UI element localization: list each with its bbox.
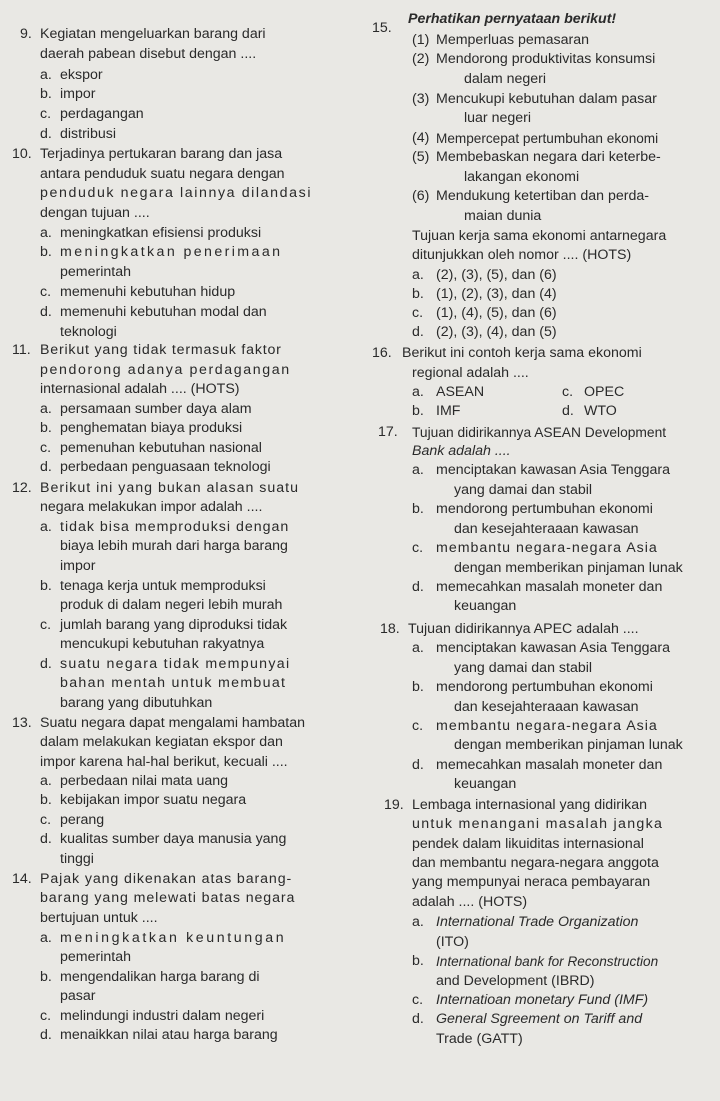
question-text: Tujuan didirikannya ASEAN Development xyxy=(412,425,667,440)
question-number: 16. xyxy=(372,345,392,361)
question-text: Kegiatan mengeluarkan barang dari xyxy=(40,26,266,42)
option-text: meningkatkan keuntungan xyxy=(60,930,287,946)
question-text: daerah pabean disebut dengan .... xyxy=(40,46,257,62)
option-text: jumlah barang yang diproduksi tidak xyxy=(60,617,288,633)
question-text: impor karena hal-hal berikut, kecuali .... xyxy=(40,754,288,770)
option-text: meningkatkan efisiensi produksi xyxy=(60,225,262,241)
option-text: dengan memberikan pinjaman lunak xyxy=(454,560,683,576)
option-text: persamaan sumber daya alam xyxy=(60,401,252,417)
option-letter: c. xyxy=(40,1008,52,1024)
option-text: distribusi xyxy=(60,126,116,142)
option-text: pasar xyxy=(60,988,96,1004)
question-text: Tujuan kerja sama ekonomi antarnegara xyxy=(412,228,667,244)
question-text: Suatu negara dapat mengalami hambatan xyxy=(40,715,306,731)
question-text: untuk menangani masalah jangka xyxy=(412,816,664,832)
option-letter: b. xyxy=(412,286,424,302)
option-text: General Sgreement on Tariff and xyxy=(436,1011,643,1027)
option-text: biaya lebih murah dari harga barang xyxy=(60,538,288,554)
option-text: keuangan xyxy=(454,776,517,792)
question-text: regional adalah .... xyxy=(412,365,529,381)
question-text: adalah .... (HOTS) xyxy=(412,894,528,910)
question-text: dan membantu negara-negara anggota xyxy=(412,855,659,871)
option-text: International Trade Organization xyxy=(436,914,639,930)
question-number: 13. xyxy=(12,715,32,731)
option-text: memenuhi kebutuhan hidup xyxy=(60,284,236,300)
question-number: 15. xyxy=(372,20,392,36)
option-letter: b. xyxy=(40,792,52,808)
statement-text: maian dunia xyxy=(464,208,542,224)
statement-text: Membebaskan negara dari keterbe- xyxy=(436,149,661,165)
question-text: pendek dalam likuiditas internasional xyxy=(412,836,644,852)
option-letter: a. xyxy=(412,914,424,930)
statement-number: (3) xyxy=(412,91,430,107)
option-letter: b. xyxy=(412,403,424,419)
question-number: 12. xyxy=(12,480,32,496)
question-text: Pajak yang dikenakan atas barang- xyxy=(40,871,293,887)
option-letter: d. xyxy=(412,579,424,595)
question-text: dalam melakukan kegiatan ekspor dan xyxy=(40,734,283,750)
option-letter: a. xyxy=(40,225,52,241)
option-letter: c. xyxy=(562,384,574,400)
option-text: dan kesejahteraaan kawasan xyxy=(454,699,639,715)
question-text: internasional adalah .... (HOTS) xyxy=(40,381,240,397)
question-text: antara penduduk suatu negara dengan xyxy=(40,166,285,182)
statement-text: Memperluas pemasaran xyxy=(436,32,589,48)
statement-text: dalam negeri xyxy=(464,71,547,87)
option-text: teknologi xyxy=(60,324,117,340)
option-text: mendorong pertumbuhan ekonomi xyxy=(436,501,653,517)
option-letter: c. xyxy=(40,617,52,633)
option-letter: c. xyxy=(40,440,52,456)
option-letter: d. xyxy=(412,757,424,773)
option-text: keuangan xyxy=(454,598,517,614)
option-text: kualitas sumber daya manusia yang xyxy=(60,831,287,847)
option-text: penghematan biaya produksi xyxy=(60,420,243,436)
option-text: WTO xyxy=(584,403,617,419)
option-letter: d. xyxy=(412,324,424,340)
question-number: 19. xyxy=(384,797,404,813)
option-letter: b. xyxy=(40,86,52,102)
option-letter: a. xyxy=(412,640,424,656)
question-text: bertujuan untuk .... xyxy=(40,910,158,926)
option-letter: d. xyxy=(40,831,52,847)
option-text: Internatioan monetary Fund (IMF) xyxy=(436,992,649,1008)
question-text: Berikut ini contoh kerja sama ekonomi xyxy=(402,345,642,361)
option-text: (1), (2), (3), dan (4) xyxy=(436,286,557,302)
option-text: memecahkan masalah moneter dan xyxy=(436,757,663,773)
option-text: perbedaan penguasaan teknologi xyxy=(60,459,271,475)
option-letter: a. xyxy=(412,462,424,478)
option-text: membantu negara-negara Asia xyxy=(436,718,658,734)
option-letter: a. xyxy=(40,401,52,417)
option-text: perbedaan nilai mata uang xyxy=(60,773,229,789)
option-text: perang xyxy=(60,812,105,828)
option-letter: b. xyxy=(40,578,52,594)
option-text: (2), (3), (4), dan (5) xyxy=(436,324,557,340)
option-text: menciptakan kawasan Asia Tenggara xyxy=(436,640,670,656)
option-text: menaikkan nilai atau harga barang xyxy=(60,1027,278,1043)
option-text: ASEAN xyxy=(436,384,485,400)
option-text: memecahkan masalah moneter dan xyxy=(436,579,663,595)
question-text: Berikut ini yang bukan alasan suatu xyxy=(40,480,299,496)
option-letter: c. xyxy=(412,992,424,1008)
question-text: Lembaga internasional yang didirikan xyxy=(412,797,648,813)
question-text: Terjadinya pertukaran barang dan jasa xyxy=(40,146,283,162)
option-letter: b. xyxy=(40,420,52,436)
option-letter: a. xyxy=(412,267,424,283)
option-text: pemerintah xyxy=(60,949,131,965)
option-letter: d. xyxy=(40,304,52,320)
option-text: perdagangan xyxy=(60,106,144,122)
statement-number: (5) xyxy=(412,149,430,165)
question-number: 17. xyxy=(378,424,398,440)
option-text: memenuhi kebutuhan modal dan xyxy=(60,304,267,320)
option-text: melindungi industri dalam negeri xyxy=(60,1008,265,1024)
statement-number: (2) xyxy=(412,51,430,67)
option-text: pemerintah xyxy=(60,264,131,280)
option-letter: c. xyxy=(412,305,424,321)
question-text: negara melakukan impor adalah .... xyxy=(40,499,263,515)
option-text: mencukupi kebutuhan rakyatnya xyxy=(60,636,265,652)
question-text: penduduk negara lainnya dilandasi xyxy=(40,185,313,201)
option-letter: b. xyxy=(40,244,52,260)
option-text: suatu negara tidak mempunyai xyxy=(60,656,291,672)
question-number: 14. xyxy=(12,871,32,887)
option-letter: d. xyxy=(40,1027,52,1043)
statement-text: Mempercepat pertumbuhan ekonomi xyxy=(436,131,659,146)
statement-number: (1) xyxy=(412,32,430,48)
option-letter: b. xyxy=(412,501,424,517)
question-text: barang yang melewati batas negara xyxy=(40,890,296,906)
question-number: 10. xyxy=(12,146,32,162)
option-text: Trade (GATT) xyxy=(436,1031,523,1047)
option-letter: c. xyxy=(40,106,52,122)
option-text: IMF xyxy=(436,403,461,419)
option-text: menciptakan kawasan Asia Tenggara xyxy=(436,462,670,478)
option-text: impor xyxy=(60,86,96,102)
option-letter: c. xyxy=(40,284,52,300)
option-text: meningkatkan penerimaan xyxy=(60,244,283,260)
option-text: barang yang dibutuhkan xyxy=(60,695,213,711)
option-letter: d. xyxy=(40,656,52,672)
statement-number: (6) xyxy=(412,188,430,204)
option-text: yang damai dan stabil xyxy=(454,482,593,498)
option-letter: b. xyxy=(412,679,424,695)
statement-number: (4) xyxy=(412,130,430,146)
option-text: tidak bisa memproduksi dengan xyxy=(60,519,290,535)
question-number: 9. xyxy=(20,26,32,42)
option-letter: d. xyxy=(40,126,52,142)
statement-text: Mendorong produktivitas konsumsi xyxy=(436,51,656,67)
question-text: dengan tujuan .... xyxy=(40,205,150,221)
option-letter: c. xyxy=(40,812,52,828)
option-letter: d. xyxy=(562,403,574,419)
option-text: ekspor xyxy=(60,67,103,83)
question-title: Perhatikan pernyataan berikut! xyxy=(408,11,617,27)
option-text: and Development (IBRD) xyxy=(436,973,595,989)
question-number: 18. xyxy=(380,621,400,637)
statement-text: lakangan ekonomi xyxy=(464,169,580,185)
option-text: International bank for Reconstruction xyxy=(436,954,659,969)
option-letter: b. xyxy=(40,969,52,985)
question-text: Berikut yang tidak termasuk faktor xyxy=(40,342,282,358)
option-letter: d. xyxy=(40,459,52,475)
option-text: tenaga kerja untuk memproduksi xyxy=(60,578,266,594)
option-letter: a. xyxy=(412,384,424,400)
option-text: OPEC xyxy=(584,384,625,400)
option-text: (2), (3), (5), dan (6) xyxy=(436,267,557,283)
option-text: (1), (4), (5), dan (6) xyxy=(436,305,557,321)
option-text: impor xyxy=(60,558,96,574)
option-text: dengan memberikan pinjaman lunak xyxy=(454,737,683,753)
option-text: (ITO) xyxy=(436,934,469,950)
option-letter: a. xyxy=(40,67,52,83)
option-letter: b. xyxy=(412,953,424,969)
question-text: pendorong adanya perdagangan xyxy=(40,362,291,378)
question-text: ditunjukkan oleh nomor .... (HOTS) xyxy=(412,247,632,263)
option-text: bahan mentah untuk membuat xyxy=(60,675,287,691)
option-letter: d. xyxy=(412,1011,424,1027)
option-text: kebijakan impor suatu negara xyxy=(60,792,247,808)
question-text: Tujuan didirikannya APEC adalah .... xyxy=(408,621,639,637)
option-text: yang damai dan stabil xyxy=(454,660,593,676)
option-text: membantu negara-negara Asia xyxy=(436,540,658,556)
option-letter: a. xyxy=(40,930,52,946)
option-text: tinggi xyxy=(60,851,94,867)
statement-text: Mendukung ketertiban dan perda- xyxy=(436,188,649,204)
option-text: dan kesejahteraaan kawasan xyxy=(454,521,639,537)
question-number: 11. xyxy=(12,342,31,358)
question-text: yang mempunyai neraca pembayaran xyxy=(412,874,651,890)
option-letter: a. xyxy=(40,773,52,789)
statement-text: Mencukupi kebutuhan dalam pasar xyxy=(436,91,657,107)
statement-text: luar negeri xyxy=(464,110,532,126)
option-text: pemenuhan kebutuhan nasional xyxy=(60,440,262,456)
question-text: Bank adalah .... xyxy=(412,443,511,459)
option-text: mendorong pertumbuhan ekonomi xyxy=(436,679,653,695)
option-letter: a. xyxy=(40,519,52,535)
option-text: mengendalikan harga barang di xyxy=(60,969,260,985)
option-text: produk di dalam negeri lebih murah xyxy=(60,597,283,613)
option-letter: c. xyxy=(412,540,424,556)
option-letter: c. xyxy=(412,718,424,734)
